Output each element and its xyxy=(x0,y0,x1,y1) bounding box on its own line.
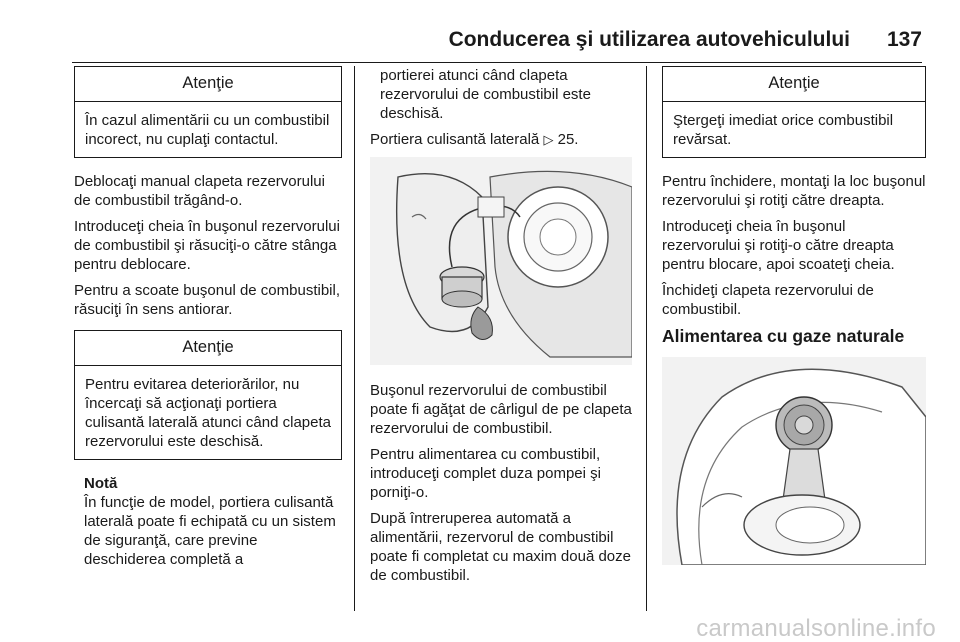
paragraph-lock-cap: Introduceţi cheia în buşonul rezervorului şi rotiţi-o către dreapta pentru blocare, apoi scoateţi cheia. xyxy=(662,218,895,273)
column-3 xyxy=(662,66,926,565)
note-continuation: portierei atunci când clapeta rezervorului de combustibil este deschisă. xyxy=(380,67,591,122)
page-header xyxy=(0,24,960,60)
page-number: 137 xyxy=(886,28,922,51)
watermark: carmanualsonline.info xyxy=(696,615,936,642)
cross-reference-page: 25. xyxy=(557,131,579,148)
warning-title: Atenţie xyxy=(75,331,341,366)
header-rule xyxy=(72,62,922,63)
section-heading-natural-gas: Alimentarea cu gaze naturale xyxy=(662,326,905,346)
column-divider-2 xyxy=(646,66,647,611)
paragraph-close-cap: Pentru închidere, montaţi la loc buşonul rezervorului şi rotiţi către dreapta. xyxy=(662,173,926,209)
paragraph-insert-key: Introduceţi cheia în buşonul rezervorului de combustibil şi răsuciţi-o către stânga pentru deblocare. xyxy=(74,218,340,273)
paragraph-insert-nozzle: Pentru alimentarea cu combustibil, introduceţi complet duza pompei şi porniţi-o. xyxy=(370,446,601,501)
warning-body: Ştergeţi imediat orice combustibil revărsat. xyxy=(673,112,894,148)
page-title: Conducerea şi utilizarea autovehiculului xyxy=(448,28,850,51)
cross-reference-text: Portiera culisantă laterală xyxy=(370,131,540,148)
paragraph-unlock-flap: Deblocaţi manual clapeta rezervorului de combustibil trăgând-o. xyxy=(74,173,325,209)
warning-box-incorrect-fuel xyxy=(74,66,342,158)
fuel-cap-illustration xyxy=(370,157,632,365)
arrow-icon: ▷ xyxy=(543,133,554,148)
note-body: În funcţie de model, portiera culisantă laterală poate fi echipată cu un sistem de siguranţă, care previne deschiderea completă a xyxy=(84,494,336,568)
warning-box-spilled-fuel xyxy=(662,66,926,158)
column-divider-1 xyxy=(354,66,355,611)
paragraph-auto-cutoff: După întreruperea automată a alimentării, rezervorul de combustibil poate fi completat cu maxim două doze de combustibil. xyxy=(370,510,631,584)
cross-reference xyxy=(370,130,632,150)
warning-title: Atenţie xyxy=(663,67,925,102)
paragraph-cap-hook: Buşonul rezervorului de combustibil poate fi agăţat de cârligul de pe clapeta rezervorului de combustibil. xyxy=(370,382,632,437)
warning-title: Atenţie xyxy=(75,67,341,102)
column-1 xyxy=(74,66,342,569)
note-title: Notă xyxy=(84,475,118,492)
paragraph-close-flap: Închideţi clapeta rezervorului de combustibil. xyxy=(662,282,874,318)
warning-body: Pentru evitarea deteriorărilor, nu încercaţi să acţionaţi portiera culisantă laterală atunci când clapeta rezervorului este deschisă. xyxy=(85,376,331,450)
paragraph-remove-cap: Pentru a scoate buşonul de combustibil, răsuciţi în sens antiorar. xyxy=(74,282,340,318)
natural-gas-valve-illustration xyxy=(662,357,926,565)
column-2 xyxy=(370,66,632,592)
warning-box-sliding-door xyxy=(74,330,342,460)
warning-body: În cazul alimentării cu un combustibil incorect, nu cuplaţi contactul. xyxy=(85,112,330,148)
